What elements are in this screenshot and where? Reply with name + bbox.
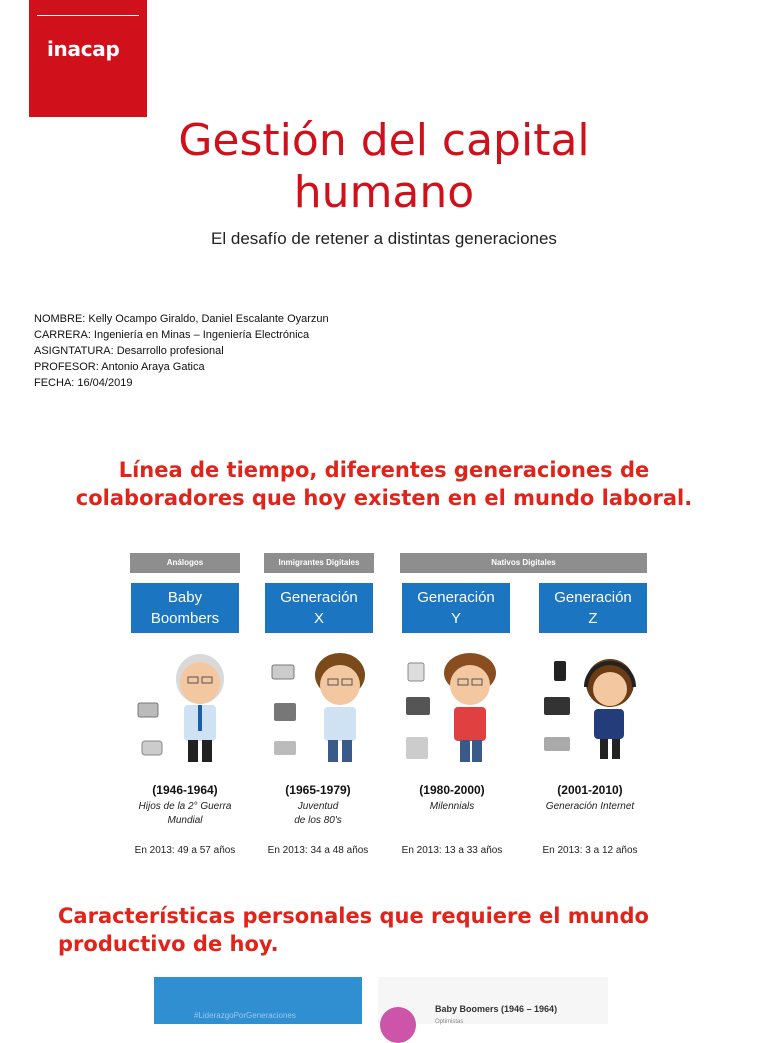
tv-icon: [544, 697, 570, 715]
logo-divider: [37, 15, 139, 16]
laptop-icon: [544, 737, 570, 751]
age-gen-y: En 2013: 13 a 33 años: [401, 845, 503, 856]
desc-line1: Hijos de la 2° Guerra: [138, 801, 232, 812]
gen-name-line1: Generación: [280, 589, 358, 606]
baby-boomers-card: [378, 977, 608, 1024]
baby-boomers-label: Baby Boomers (1946 – 1964): [435, 1004, 558, 1014]
years-gen-y: (1980-2000): [419, 783, 485, 797]
info-profesor: PROFESOR: Antonio Araya Gatica: [34, 361, 205, 373]
gen-box-x: [265, 583, 373, 633]
age-gen-z: En 2013: 3 a 12 años: [542, 845, 638, 856]
years-gen-z: (2001-2010): [557, 783, 623, 797]
avatar: [380, 1007, 416, 1043]
hashtag-text: #LiderazgoPorGeneraciones: [194, 1011, 296, 1020]
typewriter-icon: [138, 703, 158, 717]
desc-line2: Mundial: [167, 815, 203, 826]
generation-x-illustration: [264, 645, 384, 770]
info-nombre: NOMBRE: Kelly Ocampo Giraldo, Daniel Escalante Oyarzun: [34, 313, 329, 325]
cassette-icon: [274, 741, 296, 755]
computer-icon: [406, 737, 428, 759]
gen-name-line1: Baby: [167, 589, 203, 606]
radio-icon: [142, 741, 162, 755]
info-carrera: CARRERA: Ingeniería en Minas – Ingeniería Electrónica: [34, 329, 310, 341]
gen-name-line2: Boombers: [150, 610, 220, 627]
monitor-icon: [406, 697, 430, 715]
baby-boomers-sub: Optimistas: [435, 1019, 464, 1025]
age-gen-x: En 2013: 34 a 48 años: [267, 845, 369, 856]
section-heading-characteristics: Características personales que requiere el mundo productivo de hoy.: [58, 904, 649, 956]
page-title: [0, 115, 768, 219]
gen-name-line2: X: [313, 610, 324, 627]
gen-box-baby-boomers: [131, 583, 239, 633]
desc-line2: de los 80's: [294, 815, 342, 826]
gen-box-z: [539, 583, 647, 633]
generation-z-illustration: [538, 645, 658, 770]
age-baby-boomers: En 2013: 49 a 57 años: [134, 845, 236, 856]
generation-y-illustration: [400, 645, 520, 770]
section-heading-timeline: Línea de tiempo, diferentes generaciones de colaboradores que hoy existen en el mundo laboral.: [75, 458, 693, 510]
gen-box-y: [402, 583, 510, 633]
years-baby-boomers: (1946-1964): [152, 783, 218, 797]
desc-gen-x: [253, 800, 383, 828]
gen-name-line1: Generación: [554, 589, 632, 606]
smartphone-icon: [554, 661, 566, 681]
category-nativos: Nativos Digitales: [400, 553, 647, 573]
category-inmigrantes: Inmigrantes Digitales: [264, 553, 374, 573]
inacap-logo: [29, 0, 147, 117]
gen-name-line1: Generación: [417, 589, 495, 606]
info-fecha: FECHA: 16/04/2019: [34, 377, 133, 389]
title-line-2: humano: [293, 167, 475, 218]
desc-line1: Milennials: [429, 801, 475, 812]
desc-gen-z: [525, 800, 655, 814]
newspaper-icon: [272, 665, 294, 679]
desc-gen-y: [387, 800, 517, 814]
page-subtitle: El desafío de retener a distintas generaciones: [211, 229, 557, 248]
desc-line1: Juventud: [297, 801, 339, 812]
gen-name-line2: Y: [450, 610, 461, 627]
leadership-image: [154, 977, 362, 1024]
info-asignatura: ASIGNTATURA: Desarrollo profesional: [34, 345, 224, 357]
desc-baby-boomers: [120, 800, 250, 828]
tv-icon: [274, 703, 296, 721]
desc-line1: Generación Internet: [545, 801, 635, 812]
phone-icon: [408, 663, 424, 681]
category-analogos: Análogos: [130, 553, 240, 573]
years-gen-x: (1965-1979): [285, 783, 351, 797]
author-info: [34, 311, 329, 391]
logo-text: inacap: [47, 37, 120, 61]
title-line-1: Gestión del capital: [178, 115, 590, 166]
baby-boomer-illustration: [130, 645, 250, 770]
gen-name-line2: Z: [588, 610, 598, 627]
